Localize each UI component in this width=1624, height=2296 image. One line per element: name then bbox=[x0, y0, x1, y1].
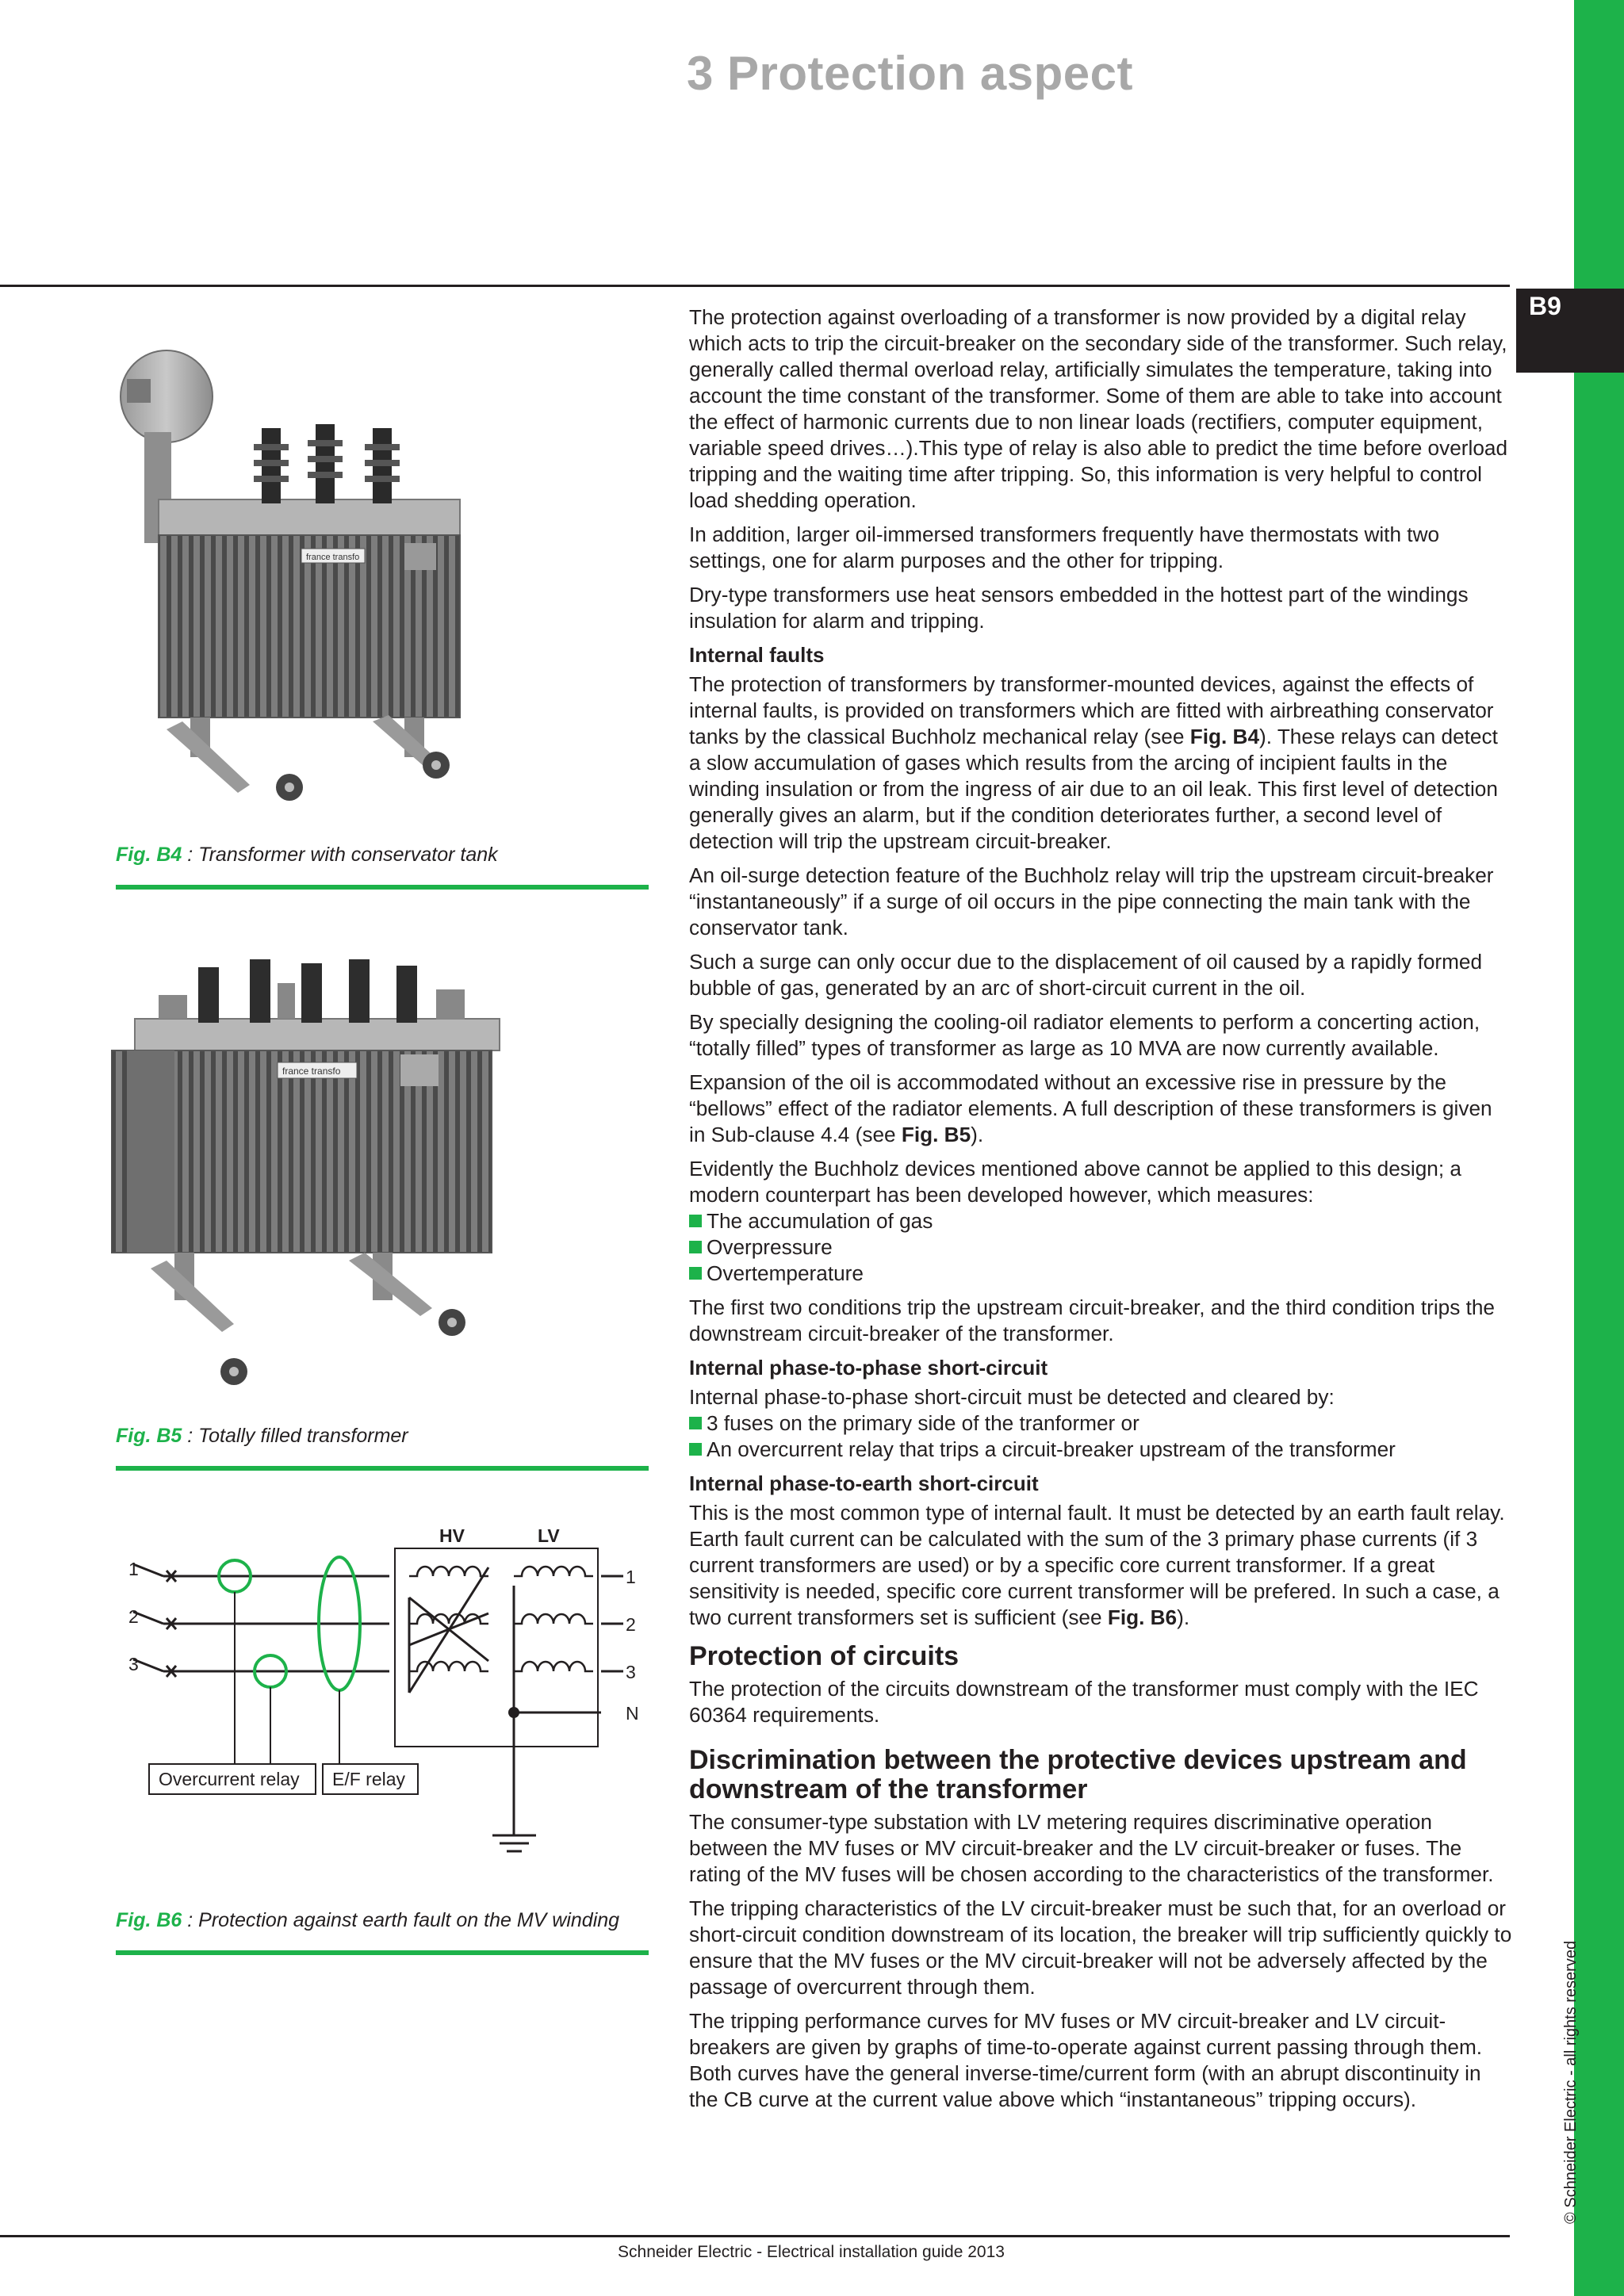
figure-b5-caption bbox=[116, 1425, 408, 1448]
right-line-2: 2 bbox=[626, 1614, 636, 1635]
nameplate-b4: france transfo bbox=[306, 553, 360, 562]
heading-phase-to-earth: Internal phase-to-earth short-circuit bbox=[689, 1471, 1039, 1495]
paragraph-substation: The consumer-type substation with LV metering requires discriminative operation between the MV fuses or MV circuit-breaker and the LV circuit-breaker or fuses. The rating of the MV fuses will be chosen according to the characteristics of the transformer. bbox=[689, 1810, 1494, 1886]
paragraph-totally-filled: By specially designing the cooling-oil radiator elements to perform a concerting action, “totally filled” types of transformer as large as 10 MVA are now currently available. bbox=[689, 1010, 1480, 1060]
list-item-text: An overcurrent relay that trips a circuit-breaker upstream of the transformer bbox=[707, 1437, 1396, 1461]
paragraph-lv-breaker: The tripping characteristics of the LV circuit-breaker must be such that, for an overload or short-circuit condition downstream of its location, the breaker will trip sufficiently quickly to ensure that the MV fuses or the MV circuit-breaker will not be adversely affected by the passage of overcurrent through them. bbox=[689, 1896, 1512, 1999]
fig-b6-reference: Fig. B6 bbox=[1107, 1605, 1178, 1629]
figure-b4-rule bbox=[116, 885, 649, 890]
footer-text: Schneider Electric - Electrical installation guide 2013 bbox=[618, 2243, 1005, 2261]
page-number-tab bbox=[1516, 289, 1624, 373]
paragraph-dry-type: Dry-type transformers use heat sensors embedded in the hottest part of the windings insulation for alarm and tripping. bbox=[689, 583, 1469, 633]
list-item-text: The accumulation of gas bbox=[707, 1209, 933, 1233]
header-rule bbox=[0, 285, 1510, 287]
body-text-column bbox=[689, 304, 1514, 2121]
bullet-square-icon bbox=[689, 1267, 702, 1280]
fig-b4-reference: Fig. B4 bbox=[1189, 725, 1260, 748]
figure-b5-number: Fig. B5 bbox=[116, 1425, 182, 1447]
list-item-text: Overpressure bbox=[707, 1235, 833, 1259]
list-item-text: 3 fuses on the primary side of the tranformer or bbox=[707, 1411, 1139, 1435]
paragraph-trip-conditions: The first two conditions trip the upstream circuit-breaker, and the third condition trips the downstream circuit-breaker of the transformer. bbox=[689, 1295, 1495, 1345]
paragraph-surge-cause: Such a surge can only occur due to the displacement of oil caused by a rapidly formed bubble of gas, generated by an arc of short-circuit current in the oil. bbox=[689, 950, 1483, 1000]
list-item-text: Overtemperature bbox=[707, 1261, 864, 1285]
paragraph-phase-to-earth bbox=[689, 1500, 1514, 1631]
paragraph-buchholz-text: The protection of transformers by transformer-mounted devices, against the effects of internal faults, is provided on transformers which are fitted with airbreathing conservator tanks by the classical Buchholz mechanical relay (see bbox=[689, 672, 1494, 748]
paragraph-phase-to-earth-text-end: ). bbox=[1177, 1605, 1190, 1629]
paragraph-oil-surge: An oil-surge detection feature of the Buchholz relay will trip the upstream circuit-breaker “instantaneously” if a surge of oil occurs in the pipe connecting the main tank with the conservator tank. bbox=[689, 863, 1494, 939]
figure-b4-caption-text: : Transformer with conservator tank bbox=[182, 844, 498, 866]
paragraph-phase-to-earth-text: This is the most common type of internal fault. It must be detected by an earth fault relay. Earth fault current can be calculated with the sum of the 3 primary phase currents (if 3 current transformers are used) or by a specific core current transformer. If a great sensitivity is needed, specific core current transformer will be prefered. In such a case, a two current transformers set is sufficient (see bbox=[689, 1501, 1505, 1629]
list-item bbox=[689, 1208, 1514, 1234]
left-line-3: 3 bbox=[128, 1654, 139, 1674]
chapter-title: 3 Protection aspect bbox=[687, 47, 1134, 100]
page-number: B9 bbox=[1529, 292, 1561, 320]
measures-list bbox=[689, 1208, 1514, 1287]
list-item bbox=[689, 1234, 1514, 1261]
bullet-square-icon bbox=[689, 1215, 702, 1227]
figure-b5-rule bbox=[116, 1466, 649, 1471]
paragraph-counterpart: Evidently the Buchholz devices mentioned above cannot be applied to this design; a modern counterpart has been developed however, which measures: bbox=[689, 1157, 1461, 1207]
paragraph-thermostats: In addition, larger oil-immersed transformers frequently have thermostats with two settings, one for alarm purposes and the other for tripping. bbox=[689, 522, 1440, 572]
figure-b6-rule bbox=[116, 1950, 649, 1955]
nameplate-b5: france transfo bbox=[282, 1066, 341, 1077]
clearing-list bbox=[689, 1410, 1514, 1463]
right-line-3: 3 bbox=[626, 1662, 636, 1682]
figure-b5-photo bbox=[111, 936, 539, 1387]
figure-b4-photo bbox=[111, 341, 539, 805]
bullet-square-icon bbox=[689, 1417, 702, 1429]
hv-label: HV bbox=[439, 1525, 465, 1546]
overcurrent-relay-label: Overcurrent relay bbox=[159, 1769, 300, 1789]
paragraph-expansion-text-end: ). bbox=[971, 1123, 984, 1146]
figure-b5-caption-text: : Totally filled transformer bbox=[182, 1425, 408, 1447]
bullet-square-icon bbox=[689, 1443, 702, 1456]
heading-discrimination: Discrimination between the protective devices upstream and downstream of the transformer bbox=[689, 1745, 1467, 1804]
copyright-notice: © Schneider Electric - all rights reserved bbox=[1562, 1940, 1580, 2224]
paragraph-overload: The protection against overloading of a transformer is now provided by a digital relay which acts to trip the circuit-breaker on the secondary side of the transformer. Such relay, generally called thermal overload relay, artificially simulates the temperature, taking into account the time constant of the transformer. Some of them are able to take into account the effect of harmonic currents due to non linear loads (rectifiers, computer equipment, variable speed drives…).This type of relay is also able to predict the time before overload tripping and the waiting time after tripping. So, this information is very helpful to control load shedding operation. bbox=[689, 305, 1508, 512]
figure-b6-number: Fig. B6 bbox=[116, 1909, 182, 1931]
ef-relay-label: E/F relay bbox=[332, 1769, 406, 1789]
heading-internal-faults: Internal faults bbox=[689, 643, 825, 667]
left-line-2: 2 bbox=[128, 1606, 139, 1627]
heading-phase-to-phase: Internal phase-to-phase short-circuit bbox=[689, 1356, 1048, 1380]
figure-b4-number: Fig. B4 bbox=[116, 844, 182, 866]
list-item bbox=[689, 1261, 1514, 1287]
figure-b6-caption bbox=[116, 1909, 619, 1932]
paragraph-buchholz bbox=[689, 672, 1514, 855]
figure-b6-diagram bbox=[116, 1518, 655, 1875]
paragraph-phase-to-phase: Internal phase-to-phase short-circuit must be detected and cleared by: bbox=[689, 1385, 1335, 1409]
paragraph-protection-circuits: The protection of the circuits downstream of the transformer must comply with the IEC 60364 requirements. bbox=[689, 1677, 1479, 1727]
page-footer bbox=[0, 2243, 1624, 2262]
heading-protection-of-circuits: Protection of circuits bbox=[689, 1641, 959, 1671]
paragraph-curves: The tripping performance curves for MV fuses or MV circuit-breaker and LV circuit-breakers are given by graphs of time-to-operate against current passing through them. Both curves have the general inverse-time/current form (with an abrupt discontinuity in the CB curve at the current value above which “instantaneous” tripping occurs). bbox=[689, 2009, 1483, 2111]
paragraph-expansion-text: Expansion of the oil is accommodated without an excessive rise in pressure by the “bellows” effect of the radiator elements. A full description of these transformers is given in Sub-clause 4.4 (see bbox=[689, 1070, 1492, 1146]
bullet-square-icon bbox=[689, 1241, 702, 1253]
fig-b5-reference: Fig. B5 bbox=[901, 1123, 971, 1146]
left-line-1: 1 bbox=[128, 1559, 139, 1579]
right-line-1: 1 bbox=[626, 1567, 636, 1587]
list-item bbox=[689, 1437, 1514, 1463]
right-line-n: N bbox=[626, 1703, 639, 1724]
figure-b4-caption bbox=[116, 844, 498, 867]
lv-label: LV bbox=[538, 1525, 560, 1546]
figure-b6-caption-text: : Protection against earth fault on the MV winding bbox=[182, 1909, 620, 1931]
paragraph-buchholz-text-end: ). These relays can detect a slow accumulation of gases which results from the arcing of incipient faults in the winding insulation or from the ingress of air due to an oil leak. This first level of detection generally gives an alarm, but if the condition deteriorates further, a second level of detection will trip the upstream circuit-breaker. bbox=[689, 725, 1498, 853]
list-item bbox=[689, 1410, 1514, 1437]
paragraph-expansion bbox=[689, 1070, 1514, 1148]
footer-rule bbox=[0, 2235, 1510, 2237]
